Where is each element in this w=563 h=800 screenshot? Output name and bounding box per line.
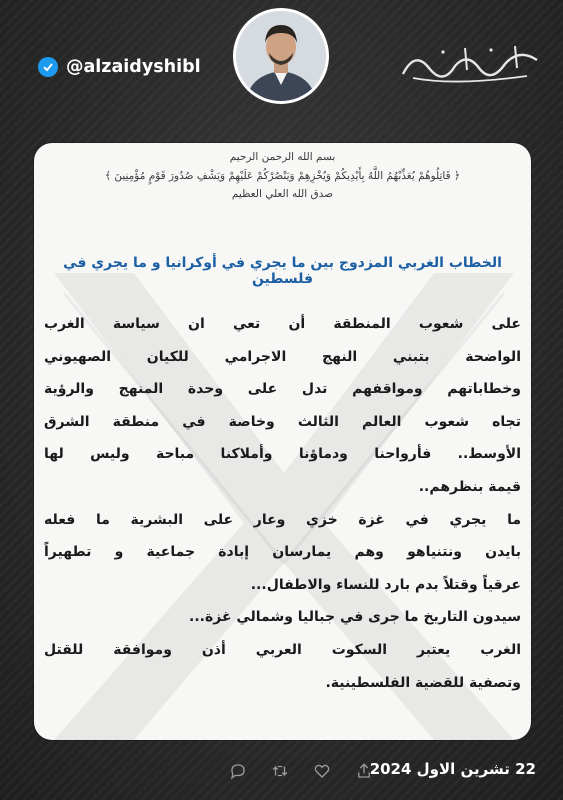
body-line: سيدون التاريخ ما جرى في جباليا وشمالي غزة... xyxy=(189,609,521,626)
post-header xyxy=(0,0,563,140)
action-bar xyxy=(228,761,374,781)
body-line: على شعوب المنطقة أن تعي ان سياسة الغرب xyxy=(44,316,521,332)
body-line: الأوسط.. فأرواحنا ودماؤنا وأملاكنا مباحة وليس لها xyxy=(44,446,521,463)
post-card xyxy=(34,143,531,740)
handle-text: @alzaidyshibl xyxy=(66,57,201,77)
signature-logo xyxy=(395,38,545,88)
body-line: وخطاباتهم ومواقفهم تدل على وحدة المنهج والرؤية xyxy=(44,381,521,398)
post-title: الخطاب الغربي المزدوج بين ما يجري في أوكرانيا و ما يجري في فلسطين xyxy=(63,255,502,287)
retweet-icon[interactable] xyxy=(270,761,290,781)
body-line: وتصفية للقضية الفلسطينية. xyxy=(325,674,521,691)
body-line: بايدن ونتنياهو وهم يمارسان إبادة جماعية و تطهيراً xyxy=(44,544,521,561)
comment-icon[interactable] xyxy=(228,761,248,781)
like-icon[interactable] xyxy=(312,761,332,781)
avatar-portrait-icon xyxy=(236,11,326,101)
body-line: الواضحة بتبني النهج الاجرامي للكيان الصهيوني xyxy=(44,348,521,365)
body-line: ما يجري في غزة خزي وعار على البشرية ما فعله xyxy=(44,511,521,528)
verified-badge-icon xyxy=(38,57,58,77)
account-handle[interactable] xyxy=(38,57,201,77)
post-date: 22 تشرين الاول 2024 xyxy=(369,760,536,778)
verse-text: ﴿ قَاتِلُوهُمْ يُعَذِّبْهُمُ اللَّهُ بِأَيْدِيكُمْ وَيُخْزِهِمْ وَيَنْصُرْكُمْ عَلَيْهِمْ وَيَشْفِ صُدُورَ قَوْمٍ مُؤْمِنِينَ ﴾ xyxy=(104,170,461,182)
body-line: تجاه شعوب العالم الثالث وخاصة في منطقة الشرق xyxy=(44,413,521,430)
calligraphy-signature-icon xyxy=(395,38,545,88)
body-line: الغرب يعتبر السكوت العربي أذن وموافقة للقتل xyxy=(44,641,521,658)
post-body xyxy=(44,308,521,699)
body-line: عرقياً وقتلاً بدم بارد للنساء والاطفال... xyxy=(250,576,521,593)
quran-verse-block xyxy=(34,149,531,203)
body-line: قيمة بنظرهم.. xyxy=(418,478,521,495)
post-footer xyxy=(0,752,563,792)
sadaq-text: صدق الله العلي العظيم xyxy=(231,188,334,200)
basmala-text: بسم الله الرحمن الرحيم xyxy=(229,151,336,163)
avatar[interactable] xyxy=(233,8,329,104)
